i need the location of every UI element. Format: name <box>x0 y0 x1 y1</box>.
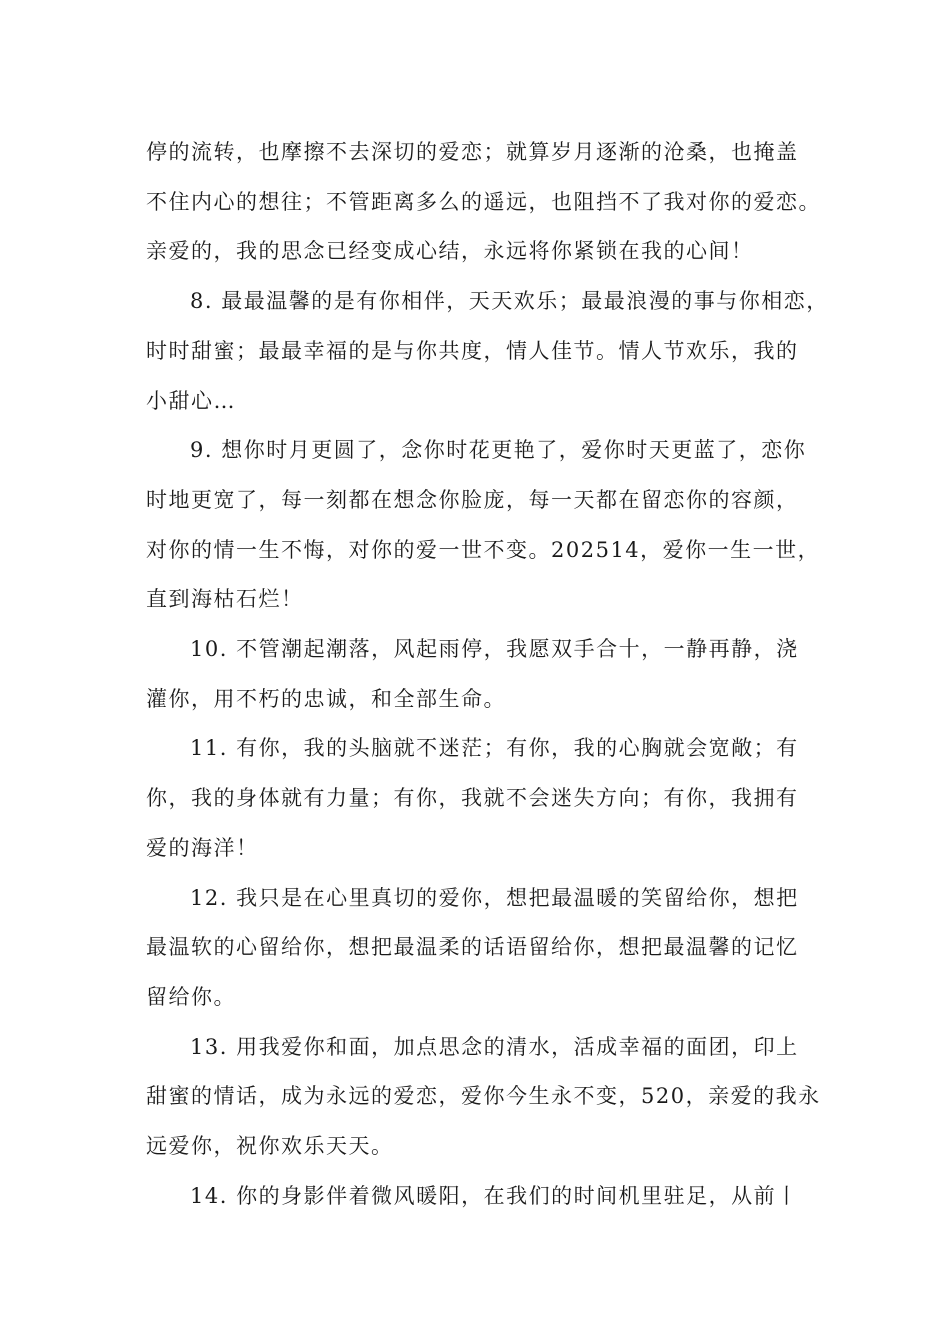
paragraph-item-13 <box>146 1023 826 1172</box>
paragraph-continued <box>146 128 826 277</box>
text-line: 不住内心的想往；不管距离多么的遥远，也阻挡不了我对你的爱恋。 <box>146 189 821 214</box>
text-line: 直到海枯石烂！ <box>146 587 304 612</box>
paragraph-item-14 <box>146 1172 826 1222</box>
text-line: 13. 用我爱你和面，加点思念的清水，活成幸福的面团，印上 <box>190 1034 799 1059</box>
text-line: 11. 有你，我的头脑就不迷茫；有你，我的心胸就会宽敞；有 <box>190 736 799 761</box>
text-line: 小甜心… <box>146 388 236 413</box>
text-line: 12. 我只是在心里真切的爱你，想把最温暖的笑留给你，想把 <box>190 885 799 910</box>
text-line: 灌你，用不朽的忠诚，和全部生命。 <box>146 686 506 711</box>
text-line: 爱的海洋！ <box>146 835 259 860</box>
paragraph-item-8 <box>146 277 829 426</box>
text-line: 停的流转，也摩擦不去深切的爱恋；就算岁月逐渐的沧桑，也掩盖 <box>146 140 799 164</box>
text-line: 10. 不管潮起潮落，风起雨停，我愿双手合十，一静再静，浇 <box>190 637 799 662</box>
paragraph-item-11 <box>146 724 826 873</box>
text-line: 最温软的心留给你，想把最温柔的话语留给你，想把最温馨的记忆 <box>146 935 799 960</box>
text-line: 对你的情一生不悔，对你的爱一世不变。202514，爱你一生一世， <box>146 537 821 562</box>
text-line: 9. 想你时月更圆了，念你时花更艳了，爱你时天更蓝了，恋你 <box>190 438 807 463</box>
paragraph-item-12 <box>146 874 826 1023</box>
paragraph-item-9 <box>146 426 826 625</box>
paragraph-item-10 <box>146 625 826 724</box>
text-line: 甜蜜的情话，成为永远的爱恋，爱你今生永不变，520，亲爱的我永 <box>146 1084 821 1109</box>
text-line: 你，我的身体就有力量；有你，我就不会迷失方向；有你，我拥有 <box>146 786 799 811</box>
text-line: 时时甜蜜；最最幸福的是与你共度，情人佳节。情人节欢乐，我的 <box>146 338 799 363</box>
text-line: 亲爱的，我的思念已经变成心结，永远将你紧锁在我的心间！ <box>146 239 754 264</box>
text-line: 远爱你，祝你欢乐天天。 <box>146 1134 394 1159</box>
document-body <box>146 128 829 1221</box>
text-line: 14. 你的身影伴着微风暖阳，在我们的时间机里驻足，从前丨 <box>190 1183 799 1208</box>
text-line: 8. 最最温馨的是有你相伴，天天欢乐；最最浪漫的事与你相恋， <box>190 289 829 314</box>
text-line: 时地更宽了，每一刻都在想念你脸庞，每一天都在留恋你的容颜， <box>146 487 799 512</box>
text-line: 留给你。 <box>146 984 236 1009</box>
